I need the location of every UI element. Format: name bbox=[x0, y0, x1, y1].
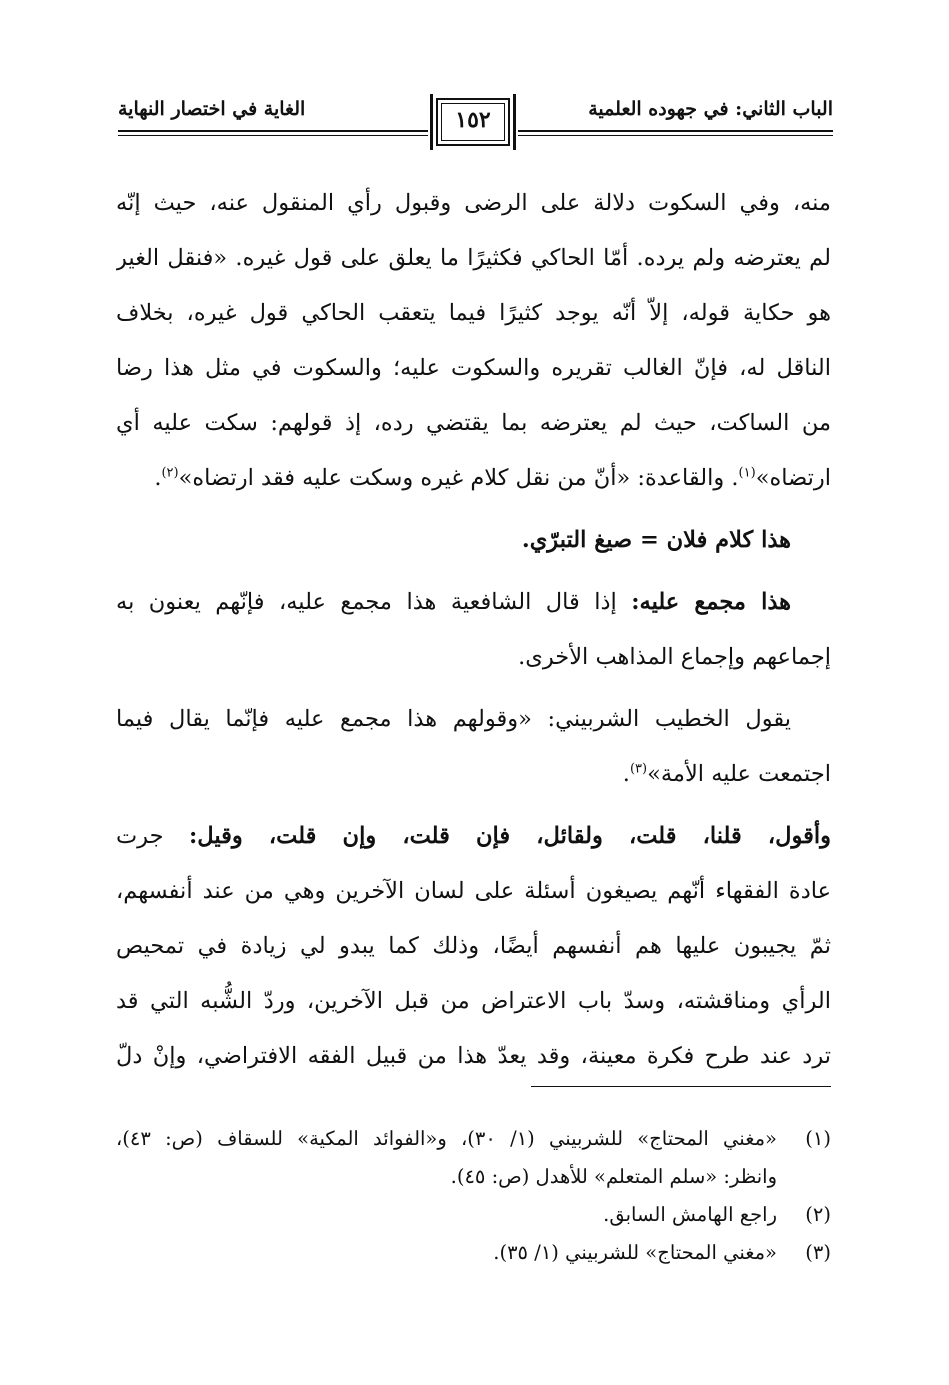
footnote-ref: (٣) bbox=[629, 761, 648, 777]
term-heading: هذا مجمع عليه: bbox=[631, 589, 792, 615]
book-title: الغاية في اختصار النهاية bbox=[118, 98, 311, 120]
footnote-number: (٢) bbox=[805, 1203, 831, 1226]
chapter-title: الباب الثاني: في جهوده العلمية bbox=[582, 98, 833, 120]
text-line: ترد عند طرح فكرة معينة، وقد يعدّ هذا من قبيل الفقه الافتراضي، وإنْ دلّ bbox=[116, 1043, 831, 1069]
footnote-ref: (١) bbox=[738, 465, 756, 481]
footnote-item bbox=[116, 1234, 831, 1272]
text-line bbox=[116, 747, 831, 802]
footnote-separator bbox=[531, 1086, 831, 1087]
text-line: ثمّ يجيبون عليها هم أنفسهم أيضًا، وذلك كما يبدو لي زيادة في تمحيص bbox=[116, 933, 831, 959]
footnote-text: «مغني المحتاج» للشربيني (١/ ٣٥). bbox=[493, 1241, 777, 1264]
main-text bbox=[116, 176, 831, 1084]
text-line: يقول الخطيب الشربيني: «وقولهم هذا مجمع عليه فإنّما يقال فيما bbox=[116, 706, 791, 732]
text-line bbox=[116, 575, 831, 630]
text-line: عادة الفقهاء أنّهم يصيغون أسئلة على لسان الآخرين وهي من عند أنفسهم، bbox=[116, 878, 831, 904]
text-line: إجماعهم وإجماع المذاهب الأخرى. bbox=[518, 644, 831, 670]
text-line bbox=[116, 451, 831, 506]
text-line: الناقل له، فإنّ الغالب تقريره والسكوت عليه؛ والسكوت في مثل هذا رضا bbox=[116, 355, 831, 381]
text-fragment: جرت bbox=[116, 823, 189, 849]
text-fragment: . bbox=[622, 761, 630, 787]
text-line: لم يعترضه ولم يرده. أمّا الحاكي فكثيرًا ما يعلق على قول غيره. «فنقل الغير bbox=[116, 245, 831, 271]
footnote-text: راجع الهامش السابق. bbox=[603, 1203, 777, 1226]
text-line bbox=[116, 809, 831, 864]
running-header bbox=[118, 88, 833, 158]
footnote-item bbox=[116, 1120, 831, 1158]
page-number: ١٥٢ bbox=[455, 107, 491, 133]
term-heading: وأقول، قلنا، قلت، ولقائل، فإن قلت، وإن قلت، وقيل: bbox=[188, 823, 831, 849]
page-number-box bbox=[428, 94, 518, 150]
text-line: هو حكاية قوله، إلاّ أنّه يوجد كثيرًا فيما يتعقب الحاكي قول غيره، بخلاف bbox=[116, 300, 831, 326]
text-fragment: ارتضاه» bbox=[755, 465, 831, 491]
footnote-continuation bbox=[116, 1158, 831, 1196]
text-line: من الساكت، حيث لم يعترضه بما يقتضي رده، إذ قولهم: سكت عليه أي bbox=[116, 410, 831, 436]
footnote-item bbox=[116, 1196, 831, 1234]
text-fragment: إذا قال الشافعية هذا مجمع عليه، فإنّهم يعنون به bbox=[116, 589, 632, 615]
footnote-ref: (٢) bbox=[161, 465, 179, 481]
text-line: منه، وفي السكوت دلالة على الرضى وقبول رأي المنقول عنه، حيث إنّه bbox=[116, 190, 831, 216]
footnote-text: «مغني المحتاج» للشربيني (١/ ٣٠)، و«الفوائد المكية» للسقاف (ص: ٤٣)، bbox=[116, 1127, 777, 1150]
text-fragment: اجتمعت عليه الأمة» bbox=[647, 761, 831, 787]
text-fragment: . والقاعدة: «أنّ من نقل كلام غيره وسكت عليه فقد ارتضاه» bbox=[178, 465, 739, 491]
text-line: الرأي ومناقشته، وسدّ باب الاعتراض من قبل الآخرين، وردّ الشُّبه التي قد bbox=[116, 988, 831, 1014]
section-heading: هذا كلام فلان = صيغ التبرّي. bbox=[521, 527, 791, 553]
footnote-number: (١) bbox=[805, 1127, 831, 1150]
footnote-text: وانظر: «سلم المتعلم» للأهدل (ص: ٤٥). bbox=[450, 1165, 777, 1188]
footnote-number: (٣) bbox=[805, 1241, 831, 1264]
footnotes bbox=[116, 1120, 831, 1272]
text-fragment: . bbox=[154, 465, 162, 491]
